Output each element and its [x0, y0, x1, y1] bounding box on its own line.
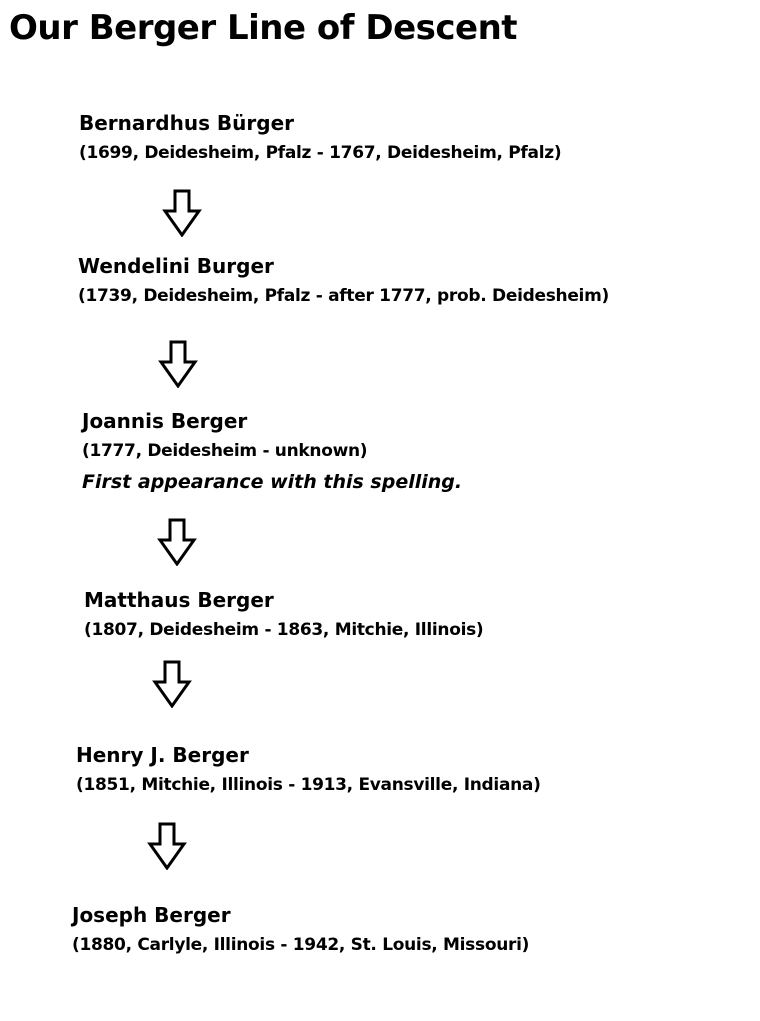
down-arrow-icon	[157, 518, 197, 566]
person-joannis	[82, 406, 462, 498]
person-wendelini	[78, 251, 609, 311]
person-name: Henry J. Berger	[76, 743, 249, 767]
person-dates: (1739, Deidesheim, Pfalz - after 1777, prob. Deidesheim)	[78, 286, 609, 306]
person-name: Bernardhus Bürger	[79, 111, 295, 135]
person-name: Joseph Berger	[72, 903, 231, 927]
person-dates: (1851, Mitchie, Illinois - 1913, Evansville, Indiana)	[76, 775, 541, 795]
person-name: Joannis Berger	[82, 409, 248, 433]
down-arrow-icon	[158, 340, 198, 388]
person-dates: (1807, Deidesheim - 1863, Mitchie, Illinois)	[84, 620, 484, 640]
down-arrow-icon	[162, 189, 202, 237]
down-arrow-icon	[147, 822, 187, 870]
page-title: Our Berger Line of Descent	[9, 8, 518, 48]
spelling-note: First appearance with this spelling.	[82, 471, 463, 493]
person-name: Matthaus Berger	[84, 588, 274, 612]
person-dates: (1880, Carlyle, Illinois - 1942, St. Louis, Missouri)	[72, 935, 530, 955]
person-dates: (1699, Deidesheim, Pfalz - 1767, Deidesheim, Pfalz)	[79, 143, 562, 163]
person-joseph	[72, 900, 529, 960]
person-henry	[76, 740, 541, 800]
person-dates: (1777, Deidesheim - unknown)	[82, 441, 368, 461]
person-name: Wendelini Burger	[78, 254, 274, 278]
person-matthaus	[84, 585, 483, 645]
down-arrow-icon	[152, 660, 192, 708]
person-bernardhus	[79, 108, 561, 168]
